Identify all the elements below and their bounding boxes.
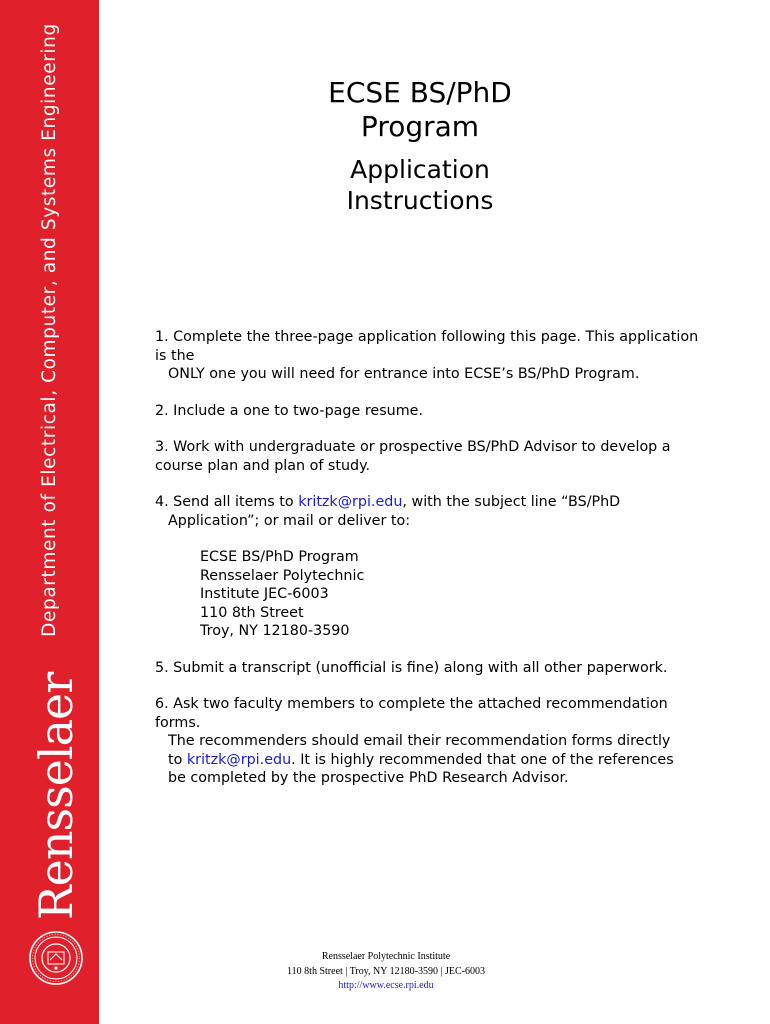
address-line: 110 8th Street	[200, 604, 304, 621]
instruction-5-text: 5. Submit a transcript (unofficial is fine) along with all other paperwork.	[155, 659, 668, 676]
address-line: ECSE BS/PhD Program	[200, 549, 359, 565]
footer-website-link[interactable]: http://www.ecse.rpi.edu	[338, 980, 434, 991]
address-line: Institute JEC-6003	[200, 586, 329, 602]
email-link[interactable]: kritzk@rpi.edu	[186, 751, 292, 768]
instruction-4-suffix: , with the subject line “BS/PhD	[402, 494, 621, 510]
page-subtitle-line-2: Instructions	[346, 186, 494, 215]
email-link[interactable]: kritzk@rpi.edu	[298, 494, 403, 510]
instruction-4-line-1	[155, 493, 745, 512]
instruction-item-6	[155, 695, 745, 788]
institute-seal-icon	[28, 930, 84, 986]
instruction-4-line-2: Application”; or mail or deliver to:	[168, 512, 411, 529]
page-title-line-2: Program	[360, 110, 480, 143]
instruction-3-line-1: 3. Work with undergraduate or prospective BS/PhD Advisor to develop a	[155, 439, 671, 455]
page-title-line-1: ECSE BS/PhD	[328, 76, 512, 109]
instruction-1-line-3: ONLY one you will need for entrance into ECSE’s BS/PhD Program.	[168, 366, 640, 382]
instruction-4-prefix: 4. Send all items to	[155, 494, 299, 510]
department-name: Department of Electrical, Computer, and Systems Engineering	[39, 23, 60, 637]
mailing-address	[155, 548, 745, 641]
instruction-3-line-2: course plan and plan of study.	[155, 457, 371, 474]
rensselaer-wordmark: Rensselaer	[29, 672, 83, 920]
footer-address: 110 8th Street | Troy, NY 12180-3590 | JEC-6003	[287, 965, 485, 977]
instruction-2-text: 2. Include a one to two-page resume.	[155, 402, 423, 419]
sidebar	[0, 0, 99, 1024]
instruction-6-line-3: The recommenders should email their recommendation forms directly	[168, 733, 671, 749]
instruction-6-line-2: forms.	[155, 714, 201, 731]
instruction-item-4	[155, 493, 745, 641]
subtitle-block	[220, 154, 620, 216]
instruction-1-line-2: is the	[155, 347, 195, 364]
footer-institute: Rensselaer Polytechnic Institute	[321, 951, 451, 962]
instruction-6-prefix: to	[168, 751, 187, 768]
page-subtitle-line-1: Application	[350, 155, 490, 184]
instruction-item-2	[155, 402, 745, 421]
instruction-item-1	[155, 328, 745, 384]
instruction-item-3	[155, 438, 745, 475]
instruction-item-5	[155, 659, 745, 678]
address-line: Rensselaer Polytechnic	[200, 567, 365, 584]
footer	[230, 950, 542, 994]
instruction-1-line-1: 1. Complete the three-page application following this page. This application	[155, 329, 699, 345]
instruction-6-suffix: . It is highly recommended that one of the references	[291, 751, 674, 768]
address-line: Troy, NY 12180-3590	[200, 623, 350, 639]
instruction-6-line-1: 6. Ask two faculty members to complete the attached recommendation	[155, 696, 668, 712]
title-block	[220, 76, 620, 216]
instruction-6-line-5: be completed by the prospective PhD Research Advisor.	[168, 770, 569, 786]
instructions-list	[155, 328, 745, 806]
instruction-6-line-4	[155, 751, 745, 770]
